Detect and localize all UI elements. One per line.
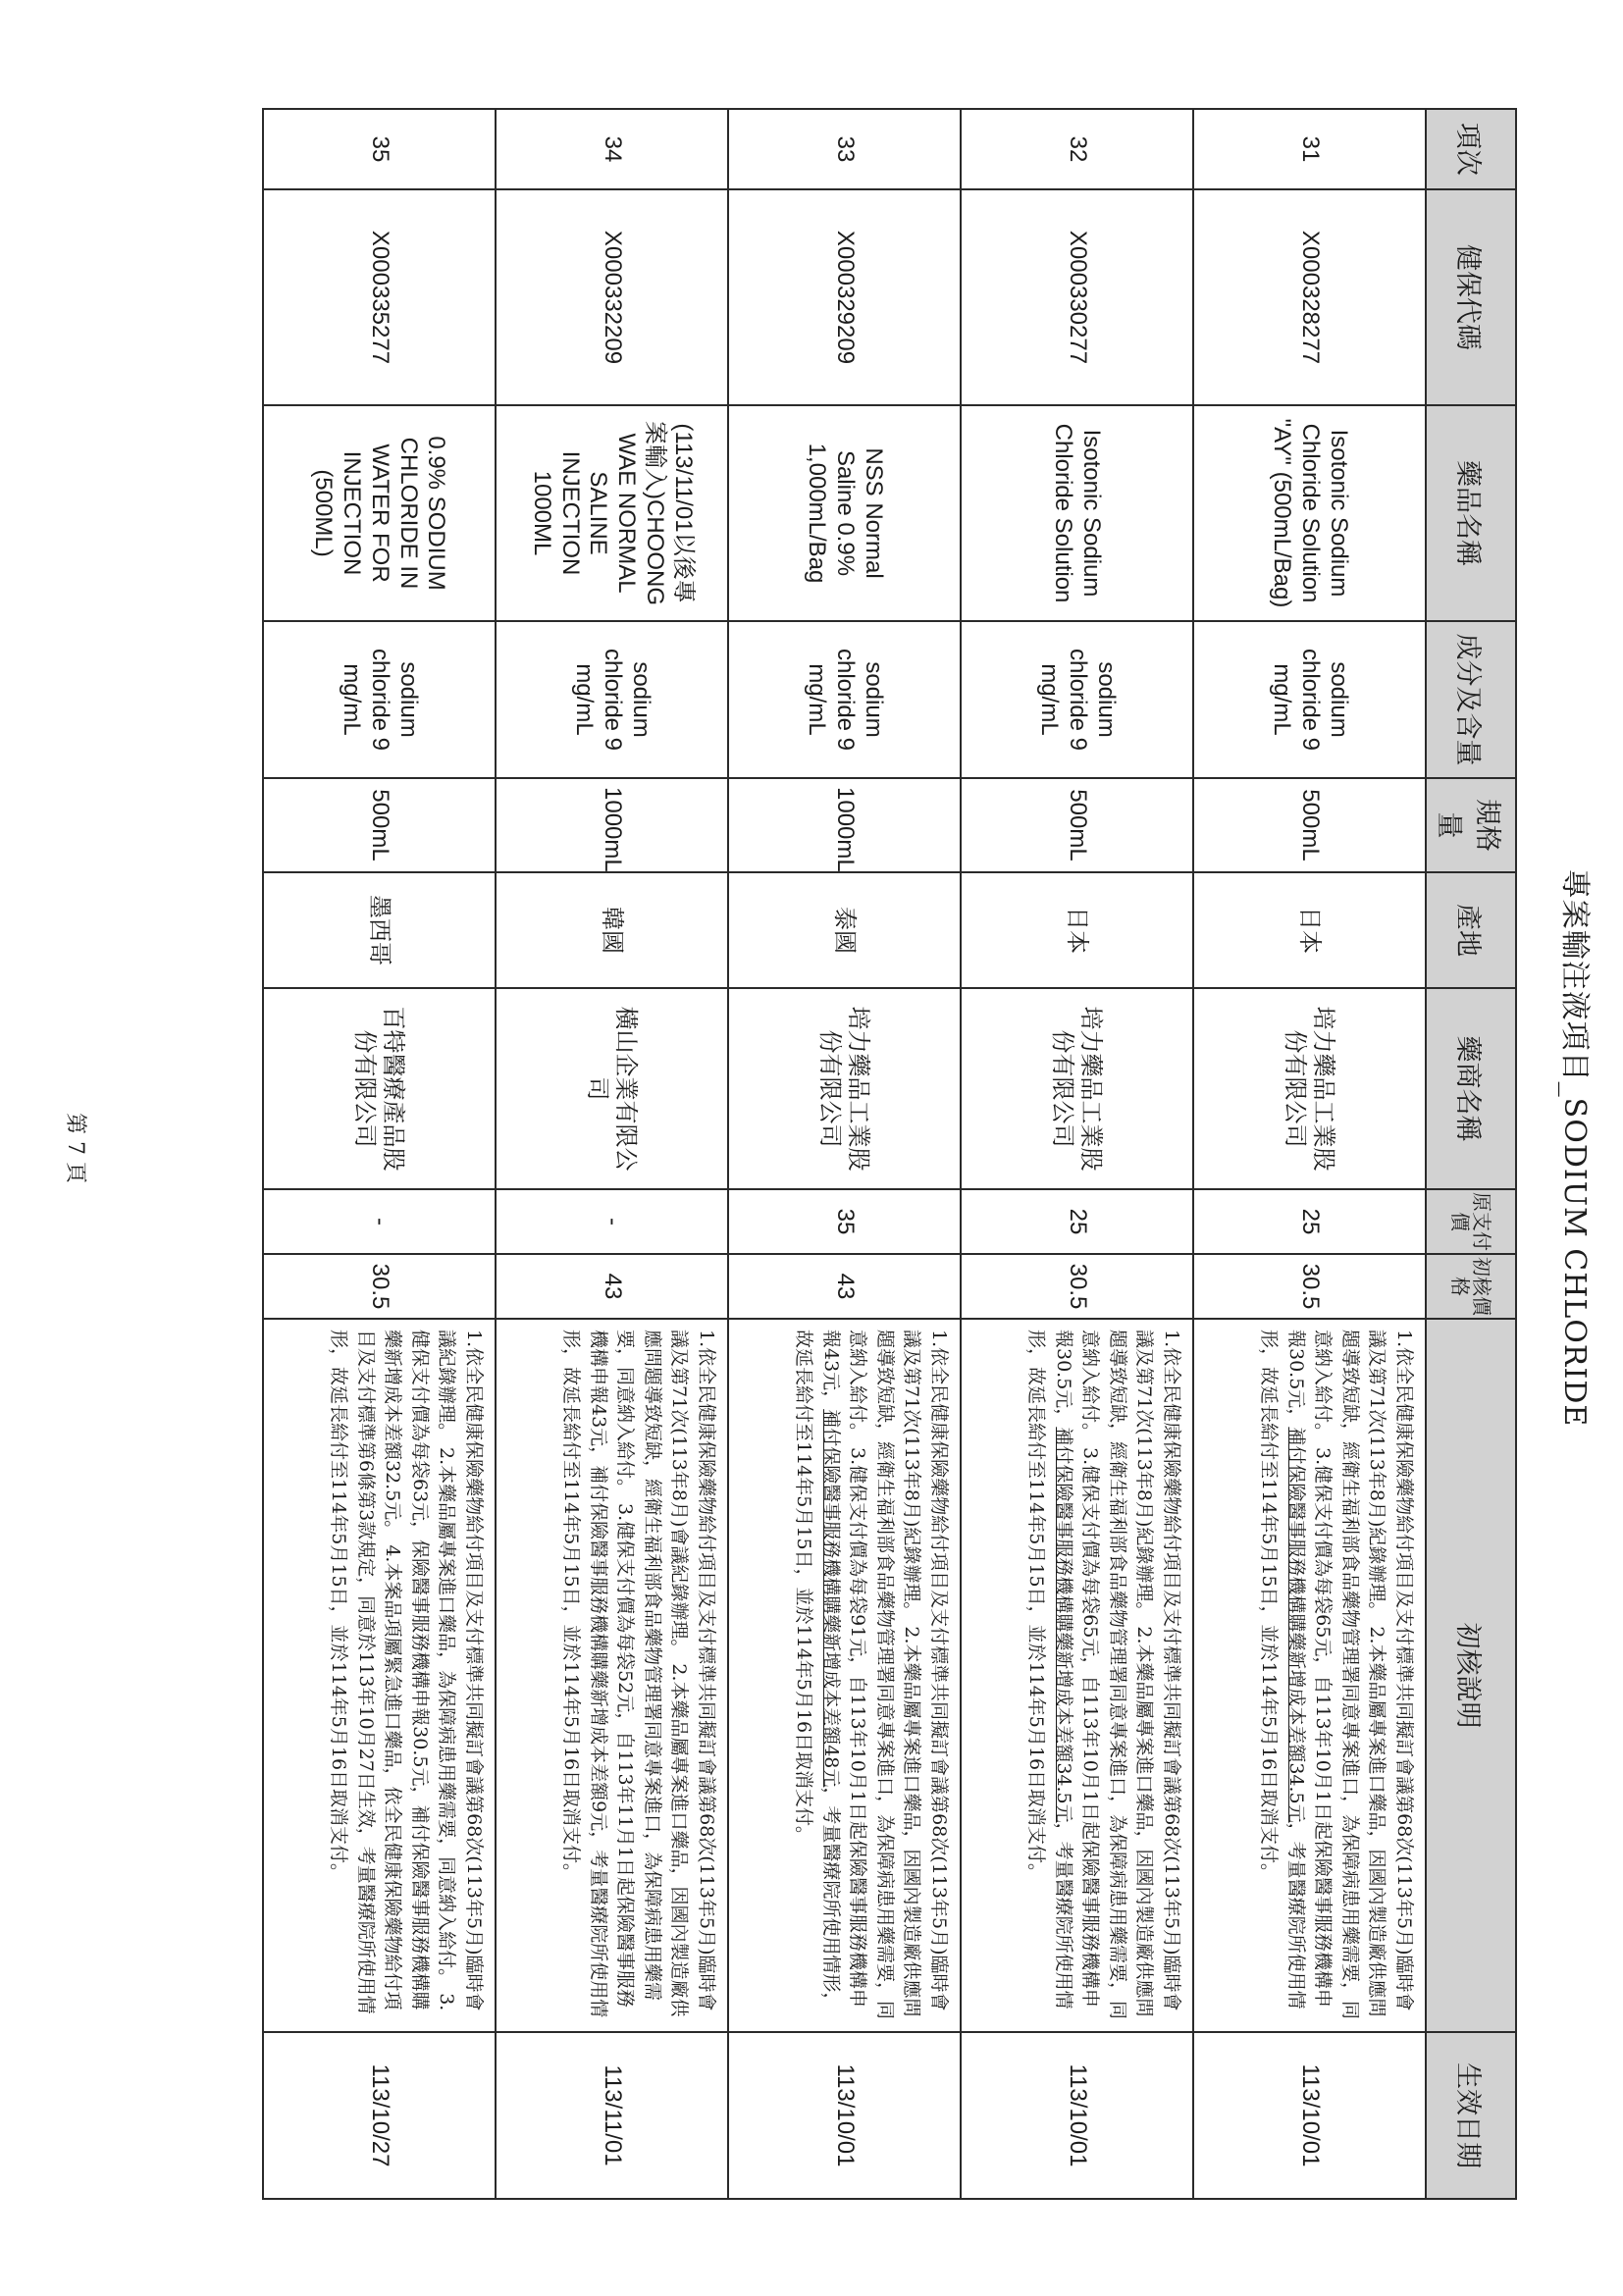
note-underlined: 補付保險醫事服務機構購藥新增成本差額48元	[819, 1409, 842, 1788]
cell-name: 0.9% SODIUM CHLORIDE IN WATER FOR INJECTION (500ML)	[263, 405, 496, 621]
cell-item: 35	[263, 109, 496, 189]
cell-effective-date: 113/10/01	[961, 2032, 1193, 2199]
header-approved-price: 初核價格	[1426, 1254, 1516, 1319]
cell-code: X000335277	[263, 189, 496, 405]
cell-ingredient: sodium chloride 9 mg/mL	[496, 621, 728, 778]
cell-note	[496, 1319, 728, 2032]
cell-orig-price: -	[263, 1189, 496, 1254]
cell-orig-price: 25	[1193, 1189, 1426, 1254]
cell-name: NSS Normal Saline 0.9% 1,000mL/Bag	[728, 405, 961, 621]
header-spec: 規格量	[1426, 778, 1516, 872]
note-text: 1.依全民健康保險藥物給付項目及支付標準共同擬訂會議第68次(113年5月)臨時會議及第71次(113年8月)會議紀錄辦理。 2.本藥品屬專案進口藥品，因國內製造廠供應問題導致短缺，經衛生福利部食品藥物管理署同意專案進口，為保障病患用藥需要，同意納入給付。 3.健保支付價為每袋52元，自113年11月1日起保險醫事服務機構申報43元，補付保險醫事服務機構購藥新增成本差額9元，考量醫療院所使用情形，故延長給付至114年5月15日，並於114年5月16日取消支付。	[560, 1330, 717, 2018]
cell-code: X000328277	[1193, 189, 1426, 405]
note-underlined: 補付保險醫事服務機構購藥新增成本差額34.5元	[1284, 1427, 1307, 1823]
cell-code: X000332209	[496, 189, 728, 405]
cell-ingredient: sodium chloride 9 mg/mL	[961, 621, 1193, 778]
cell-note	[961, 1319, 1193, 2032]
cell-effective-date: 113/10/01	[728, 2032, 961, 2199]
cell-effective-date: 113/10/01	[1193, 2032, 1426, 2199]
cell-orig-price: 35	[728, 1189, 961, 1254]
drug-table	[262, 108, 1517, 2200]
cell-code: X000330277	[961, 189, 1193, 405]
cell-item: 31	[1193, 109, 1426, 189]
cell-approved-price: 43	[496, 1254, 728, 1319]
cell-approved-price: 43	[728, 1254, 961, 1319]
header-ingredient: 成分及含量	[1426, 621, 1516, 778]
note-text-end: ，考量醫療院所使用情形，故延長給付至114年5月15日，並於114年5月16日取消支付。	[1025, 1330, 1074, 2009]
document-title: 專案輸注液項目_SODIUM CHLORIDE	[1557, 868, 1592, 1428]
header-code: 健保代碼	[1426, 189, 1516, 405]
cell-origin: 日本	[1193, 872, 1426, 988]
cell-name: Isotonic Sodium Chloride Solution	[961, 405, 1193, 621]
cell-approved-price: 30.5	[263, 1254, 496, 1319]
cell-ingredient: sodium chloride 9 mg/mL	[263, 621, 496, 778]
cell-spec: 1000mL	[496, 778, 728, 872]
cell-name: Isotonic Sodium Chloride Solution "AY" (500mL/Bag)	[1193, 405, 1426, 621]
cell-name: (113/11/01以後專案輸入)CHOONG WAE NORMAL SALINE INJECTION 1000ML	[496, 405, 728, 621]
cell-effective-date: 113/10/27	[263, 2032, 496, 2199]
table-row	[961, 109, 1193, 2199]
table-row	[1193, 109, 1426, 2199]
cell-spec: 1000mL	[728, 778, 961, 872]
cell-origin: 韓國	[496, 872, 728, 988]
cell-ingredient: sodium chloride 9 mg/mL	[1193, 621, 1426, 778]
header-vendor: 藥商名稱	[1426, 988, 1516, 1189]
cell-item: 32	[961, 109, 1193, 189]
cell-origin: 日本	[961, 872, 1193, 988]
page-number: 第 7 頁	[63, 1113, 87, 1183]
cell-effective-date: 113/11/01	[496, 2032, 728, 2199]
table-row	[496, 109, 728, 2199]
cell-approved-price: 30.5	[961, 1254, 1193, 1319]
header-orig-price: 原支付價	[1426, 1189, 1516, 1254]
cell-origin: 泰國	[728, 872, 961, 988]
note-text: 1.依全民健康保險藥物給付項目及支付標準共同擬訂會議第68次(113年5月)臨時會議及第71次(113年8月)紀錄辦理。 2.本藥品屬專案進口藥品，因國內製造廠供應問題導致短缺，經衛生福利部食品藥物管理署同意專案進口，為保障病患用藥需要，同意納入給付。 3.健保支付價為每袋91元，自113年10月1日起保險醫事服務機構申報43元，	[819, 1330, 950, 2020]
header-row	[1426, 109, 1516, 2199]
cell-note	[728, 1319, 961, 2032]
table-row	[263, 109, 496, 2199]
header-note: 初核說明	[1426, 1319, 1516, 2032]
table-row	[728, 109, 961, 2199]
cell-spec: 500mL	[1193, 778, 1426, 872]
cell-item: 34	[496, 109, 728, 189]
cell-vendor: 百特醫療產品股份有限公司	[263, 988, 496, 1189]
cell-spec: 500mL	[961, 778, 1193, 872]
cell-approved-price: 30.5	[1193, 1254, 1426, 1319]
note-text: 1.依全民健康保險藥物給付項目及支付標準共同擬訂會議第68次(113年5月)臨時會議及第71次(113年8月)紀錄辦理。 2.本藥品屬專案進口藥品，因國內製造廠供應問題導致短缺，經衛生福利部食品藥物管理署同意專案進口，為保障病患用藥需要，同意納入給付。 3.健保支付價為每袋65元，自113年10月1日起保險醫事服務機構申報30.5元，	[1052, 1330, 1182, 2020]
note-underlined: 補付保險醫事服務機構購藥新增成本差額34.5元	[1052, 1427, 1074, 1823]
header-effective-date: 生效日期	[1426, 2032, 1516, 2199]
cell-orig-price: -	[496, 1189, 728, 1254]
cell-vendor: 培力藥品工業股份有限公司	[961, 988, 1193, 1189]
header-origin: 產地	[1426, 872, 1516, 988]
cell-vendor: 培力藥品工業股份有限公司	[1193, 988, 1426, 1189]
cell-origin: 墨西哥	[263, 872, 496, 988]
header-name: 藥品名稱	[1426, 405, 1516, 621]
note-text: 1.依全民健康保險藥物給付項目及支付標準共同擬訂會議第68次(113年5月)臨時會議紀錄辦理。 2.本藥品屬專案進口藥品，為保障病患用藥需要，同意納入給付。 3.健保支付價為每袋63元，保險醫事服務機構申報30.5元，補付保險醫事服務機構購藥新增成本差額32.5元。 4.本案品項屬緊急進口藥品，依全民健康保險藥物給付項目及支付標準第6條第3款規定，同意於113年10月27日生效，考量醫療院所使用情形，故延長給付至114年5月15日，並於114年5月16日取消支付。	[328, 1330, 485, 2014]
cell-vendor: 培力藥品工業股份有限公司	[728, 988, 961, 1189]
note-text: 1.依全民健康保險藥物給付項目及支付標準共同擬訂會議第68次(113年5月)臨時會議及第71次(113年8月)紀錄辦理。 2.本藥品屬專案進口藥品，因國內製造廠供應問題導致短缺，經衛生福利部食品藥物管理署同意專案進口，為保障病患用藥需要，同意納入給付。 3.健保支付價為每袋65元，自113年10月1日起保險醫事服務機構申報30.5元，	[1284, 1330, 1415, 2020]
header-item: 項次	[1426, 109, 1516, 189]
cell-code: X000329209	[728, 189, 961, 405]
cell-spec: 500mL	[263, 778, 496, 872]
cell-ingredient: sodium chloride 9 mg/mL	[728, 621, 961, 778]
cell-item: 33	[728, 109, 961, 189]
cell-note	[263, 1319, 496, 2032]
cell-note	[1193, 1319, 1426, 2032]
cell-vendor: 橫山企業有限公司	[496, 988, 728, 1189]
cell-orig-price: 25	[961, 1189, 1193, 1254]
note-text-end: ，考量醫療院所使用情形，故延長給付至114年5月15日，並於114年5月16日取消支付。	[1258, 1330, 1307, 2009]
note-text-end: ，考量醫療院所使用情形，故延長給付至114年5月15日，並於114年5月16日取消支付。	[793, 1330, 842, 2011]
